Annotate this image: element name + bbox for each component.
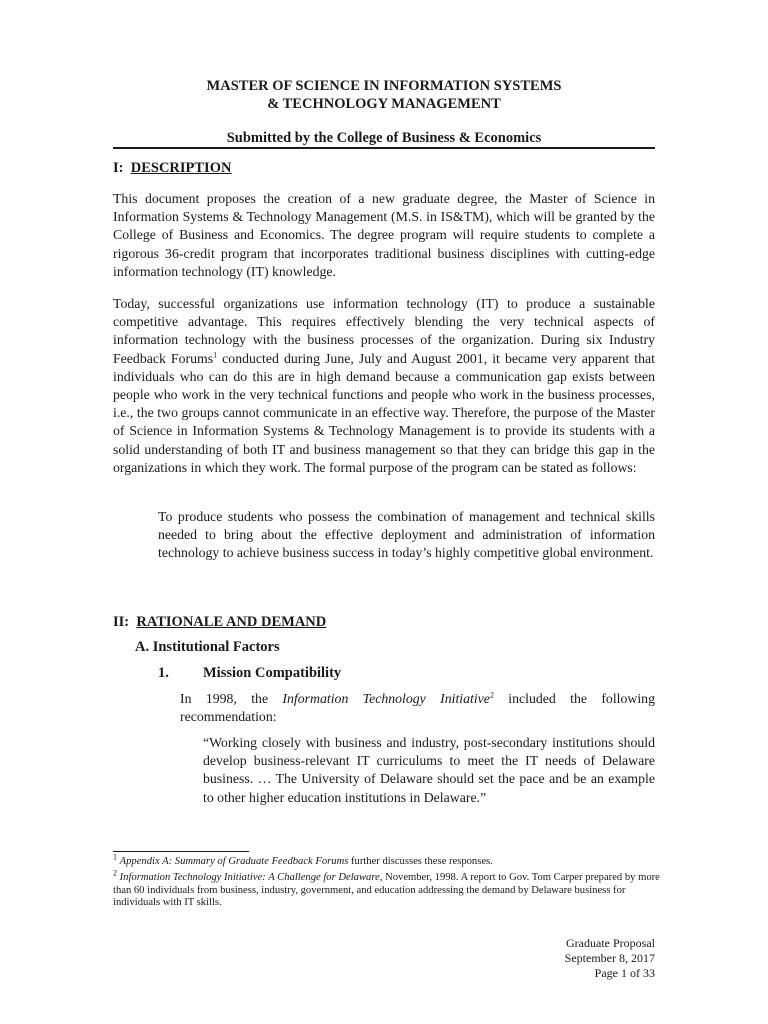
section1-paragraph1: This document proposes the creation of a new graduate degree, the Master of Science in Information Systems & Technology Management (M.S. in IS&TM), which will be granted by the College of Business and Economics. The degree program will require students to complete a rigorous 36-credit program that incorporates traditional business disciplines with cutting-edge information technology (IT) knowledge. xyxy=(113,191,655,279)
initiative-title: Information Technology Initiative xyxy=(282,691,490,706)
title-rule xyxy=(113,147,655,149)
section2-heading xyxy=(113,613,326,631)
recommendation-quote: “Working closely with business and industry, post-secondary institutions should develop business-relevant IT curriculums to meet the IT needs of Delaware business. … The University of Delaware should set the pace and be an example to other higher education institutions in Delaware.” xyxy=(203,735,655,805)
section1-number: I: xyxy=(113,160,124,176)
section1-title: DESCRIPTION xyxy=(130,160,232,176)
subsection-1-number: 1. xyxy=(158,665,169,681)
subsection-1-title: Mission Compatibility xyxy=(203,665,342,681)
submitted-by: Submitted by the College of Business & Economics xyxy=(226,130,542,146)
section1-paragraph2: Today, successful organizations use information technology (IT) to produce a sustainable competitive advantage. This requires effectively blending the very technical aspects of information technology with the business processes of the organization. During six Industry Feedback Forums$^1$ conducted during June, July and August 2001, it became very apparent that individuals who can do this are in high demand because a communication gap exists between people who work in the very technical functions and people who work in the business processes, i.e., the two groups cannot communicate in an effective way. Therefore, the purpose of the Master of Science in Information Systems & Technology Management is to provide its students with a solid understanding of both IT and business management so that they can bridge this gap in the organizations in which they work. The formal purpose of the program can be stated as follows: xyxy=(113,296,655,475)
section2-number: II: xyxy=(113,614,130,630)
footnote-1: $^1$ Appendix A: Summary of Graduate Feedback Forums further discusses these responses. xyxy=(113,852,493,867)
footnote-ref-2: 2 xyxy=(489,690,494,700)
page-number: Page 1 of 33 xyxy=(594,966,655,980)
document-title-line1: MASTER OF SCIENCE IN INFORMATION SYSTEMS xyxy=(206,78,562,94)
footer-date: September 8, 2017 xyxy=(564,951,655,965)
section2-title: RATIONALE AND DEMAND xyxy=(136,614,327,630)
section1-heading xyxy=(113,159,231,177)
footnote-ref-1: 1 xyxy=(213,350,218,360)
purpose-quote: To produce students who possess the combination of management and technical skills needed to bring about the effective deployment and administration of information technology to achieve business success in today’s highly competitive global environment. xyxy=(158,509,655,561)
mission-paragraph: In 1998, the Information Technology Initiative$^2$ included the following recommendation: xyxy=(180,690,655,725)
footer-title: Graduate Proposal xyxy=(566,936,655,950)
document-title-line2: & TECHNOLOGY MANAGEMENT xyxy=(267,96,501,112)
subsection-a-heading: A. Institutional Factors xyxy=(135,639,280,655)
footnote-rule xyxy=(113,851,249,852)
footnote-2: $^2$ Information Technology Initiative: A Challenge for Delaware, November, 1998. A report to Gov. Tom Carper prepared by more than 60 individuals from business, industry, government, and education addressing the demand by Delaware business for individuals with IT skills. xyxy=(113,868,660,908)
